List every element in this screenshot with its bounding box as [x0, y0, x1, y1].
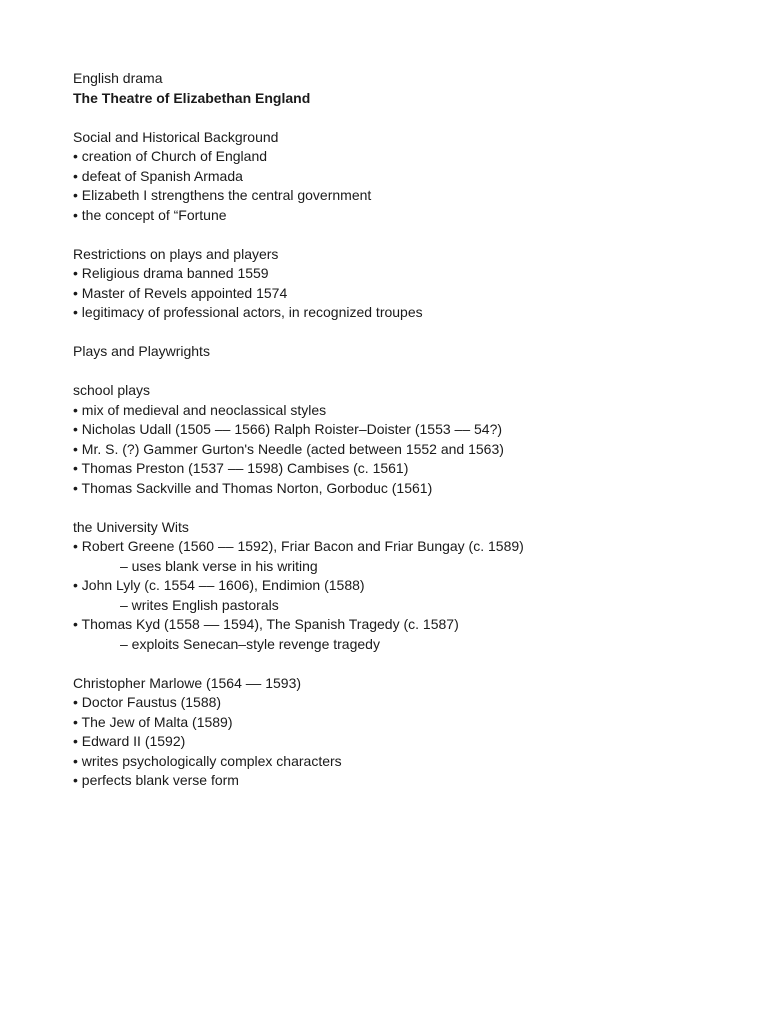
sub-item: – uses blank verse in his writing	[120, 557, 318, 574]
spacer	[73, 498, 733, 518]
doc-title: The Theatre of Elizabethan England	[73, 89, 311, 106]
list-item: • Thomas Sackville and Thomas Norton, Gorboduc (1561)	[73, 479, 433, 496]
list-item: • mix of medieval and neoclassical styles	[73, 401, 327, 418]
document-page	[73, 69, 733, 791]
list-item: • Thomas Kyd (1558 –– 1594), The Spanish Tragedy (c. 1587)	[73, 616, 459, 632]
list-item: • Thomas Preston (1537 –– 1598) Cambises (c. 1561)	[73, 460, 409, 476]
section-heading: school plays	[73, 382, 151, 398]
list-item: • legitimacy of professional actors, in recognized troupes	[73, 304, 423, 320]
list-item: • defeat of Spanish Armada	[73, 167, 243, 184]
list-item: • The Jew of Malta (1589)	[73, 713, 233, 730]
section-heading: the University Wits	[73, 518, 189, 535]
list-item: • Edward II (1592)	[73, 733, 186, 749]
sub-item: – exploits Senecan–style revenge tragedy	[120, 635, 380, 652]
list-item: • Doctor Faustus (1588)	[73, 694, 222, 710]
sub-item: – writes English pastorals	[120, 596, 279, 613]
spacer	[73, 362, 733, 382]
list-item: • Mr. S. (?) Gammer Gurton's Needle (acted between 1552 and 1563)	[73, 440, 504, 457]
spacer	[73, 225, 733, 245]
list-item: • the concept of “Fortune	[73, 206, 227, 223]
doc-heading: English drama	[73, 70, 163, 86]
section-heading: Social and Historical Background	[73, 128, 279, 145]
spacer	[73, 108, 733, 128]
spacer	[73, 654, 733, 674]
section-heading: Plays and Playwrights	[73, 343, 210, 359]
spacer	[73, 323, 733, 343]
list-item: • Elizabeth I strengthens the central government	[73, 187, 372, 203]
section-heading: Restrictions on plays and players	[73, 245, 279, 262]
list-item: • perfects blank verse form	[73, 772, 239, 788]
list-item: • Master of Revels appointed 1574	[73, 284, 288, 301]
list-item: • John Lyly (c. 1554 –– 1606), Endimion (1588)	[73, 577, 365, 593]
list-item: • writes psychologically complex characters	[73, 752, 342, 769]
list-item: • Nicholas Udall (1505 –– 1566) Ralph Roister–Doister (1553 –– 54?)	[73, 421, 503, 437]
list-item: • Robert Greene (1560 –– 1592), Friar Bacon and Friar Bungay (c. 1589)	[73, 538, 524, 554]
list-item: • Religious drama banned 1559	[73, 265, 269, 281]
section-heading: Christopher Marlowe (1564 –– 1593)	[73, 674, 302, 691]
list-item: • creation of Church of England	[73, 148, 268, 164]
